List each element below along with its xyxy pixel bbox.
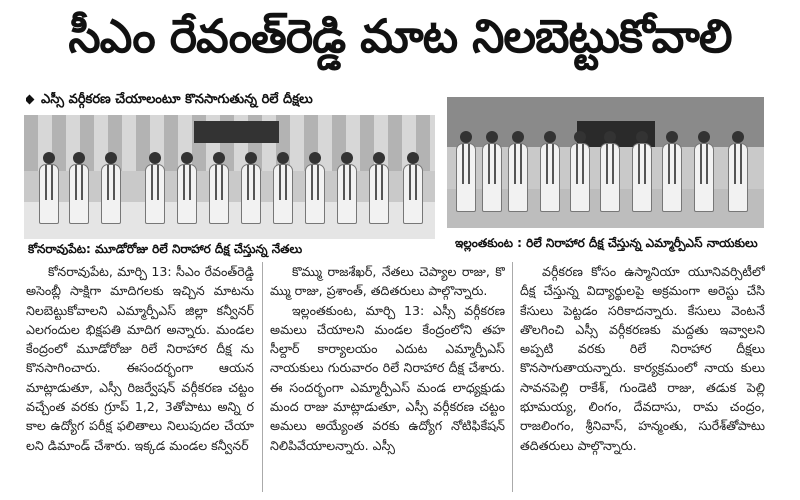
seated-person [272, 152, 294, 224]
photo-illanthakunta [447, 97, 764, 228]
seated-person [240, 152, 262, 224]
seated-person [304, 152, 326, 224]
seated-person [368, 152, 390, 224]
standing-person [693, 131, 715, 212]
seated-person [100, 152, 122, 224]
subheadline-text: ఎస్సీ వర్గీకరణ చేయాలంటూ కొనసాగుతున్న రిలే దీక్షలు [41, 92, 313, 107]
bullet-icon [26, 95, 34, 105]
banner-image [194, 121, 279, 143]
standing-person [455, 131, 477, 212]
article-paragraph: ఇల్లంతకుంట, మార్చి 13: ఎస్సీ వర్గీకరణ అమలు చేయాలని మండల కేంద్రంలోని తహ సీల్దార్ కార్యాలయం ఎదుట ఎమ్మార్పీఎస్ నాయకులు గురువారం రిలే నిరాహార దీక్ష చేశారు. ఈ సందర్భంగా ఎమ్మార్పీఎస్ మండ లాధ్యక్షుడు మంద రాజు మాట్లాడుతూ, ఎస్సీ వర్గీకరణ చట్టం అమలు అయ్యేంత వరకు ఉద్యోగ నోటిఫికేషన్ నిలిపివేయాలన్నారు. ఎస్సీ [270, 302, 505, 453]
column-divider [512, 262, 513, 492]
column-divider [262, 262, 263, 492]
article-paragraph: కోనరావుపేట, మార్చి 13: సీఎం రేవంత్‌రెడ్డి అసెంబ్లీ సాక్షిగా మాదిగలకు ఇచ్చిన మాటను నిలబెట్టుకోవాలని ఎమ్మార్పీఎస్ జిల్లా కన్వీనర్ ఎలగందుల భిక్షపతి మాదిగ అన్నారు. మండల కేంద్రంలో మూడోరోజు రిలే నిరాహార దీక్ష ను కొనసాగించారు. ఈసందర్భంగా ఆయన మాట్లాడుతూ, ఎస్సీ రిజర్వేషన్ వర్గీకరణ చట్టం వచ్చేంత వరకు గ్రూప్ 1,2, 3తోపాటు అన్ని ర కాల ఉద్యోగ పరీక్ష ఫలితాలు నిలుపుదల చేయా లని డిమాండ్ చేశారు. ఇక్కడ మండల కన్వీనర్ [26, 264, 254, 453]
standing-person [569, 131, 591, 212]
article-column-1 [26, 262, 254, 496]
seated-person [336, 152, 358, 224]
headline: సీఎం రేవంత్‌రెడ్డి మాట నిలబెట్టుకోవాలి [68, 9, 732, 63]
seated-person [68, 152, 90, 224]
photo-konaraopet [24, 115, 435, 239]
article-paragraph: కొమ్ము రాజశేఖర్, నేతలు చెప్యాల రాజు, కొ మ్ము రాజు, ప్రశాంత్, తదితరులు పాల్గొన్నారు. [270, 264, 505, 299]
seated-person [208, 152, 230, 224]
seated-person [38, 152, 60, 224]
seated-person [402, 152, 424, 224]
standing-person [481, 131, 503, 212]
article-paragraph: వర్గీకరణ కోసం ఉస్మానియా యూనివర్సిటీలో దీక్ష చేస్తున్న విద్యార్థులపై అక్రమంగా అరెస్టు చేసి కేసులు పెట్టడం సరికాదన్నారు. కేసులు వెంటనే తొలగించి ఎస్సీ వర్గీకరణకు మద్దతు ఇవ్వాలని అప్పటి వరకు రిలే నిరాహార దీక్షలు కొనసాగుతాయన్నారు. కార్యక్రమంలో నాయ కులు సావనపెల్లి రాకేశ్, గుండెటి రాజు, తడుక పెల్లి భూమయ్య, లింగం, దేవదాసు, రామ చంద్రం, రాజలింగం, శ్రీనివాస్, హన్మంతు, సురేశ్‌తోపాటు తదితరులు పాల్గొన్నారు. [520, 264, 765, 453]
standing-person [661, 131, 683, 212]
article-column-2 [270, 262, 505, 496]
standing-person [539, 131, 561, 212]
seated-person [144, 152, 166, 224]
standing-person [599, 131, 621, 212]
photo-caption-1: కోనరావుపేట: మూడోరోజు రిలే నిరాహార దీక్ష చేస్తున్న నేతలు [28, 242, 303, 256]
standing-person [727, 131, 749, 212]
subheadline [26, 92, 446, 112]
standing-person [507, 131, 529, 212]
seated-person [176, 152, 198, 224]
standing-person [631, 131, 653, 212]
photo-caption-2: ఇల్లంతకుంట : రిలే నిరాహార దీక్ష చేస్తున్న ఎమ్మార్పీఎస్ నాయకులు [455, 236, 758, 250]
article-column-3 [520, 262, 765, 496]
